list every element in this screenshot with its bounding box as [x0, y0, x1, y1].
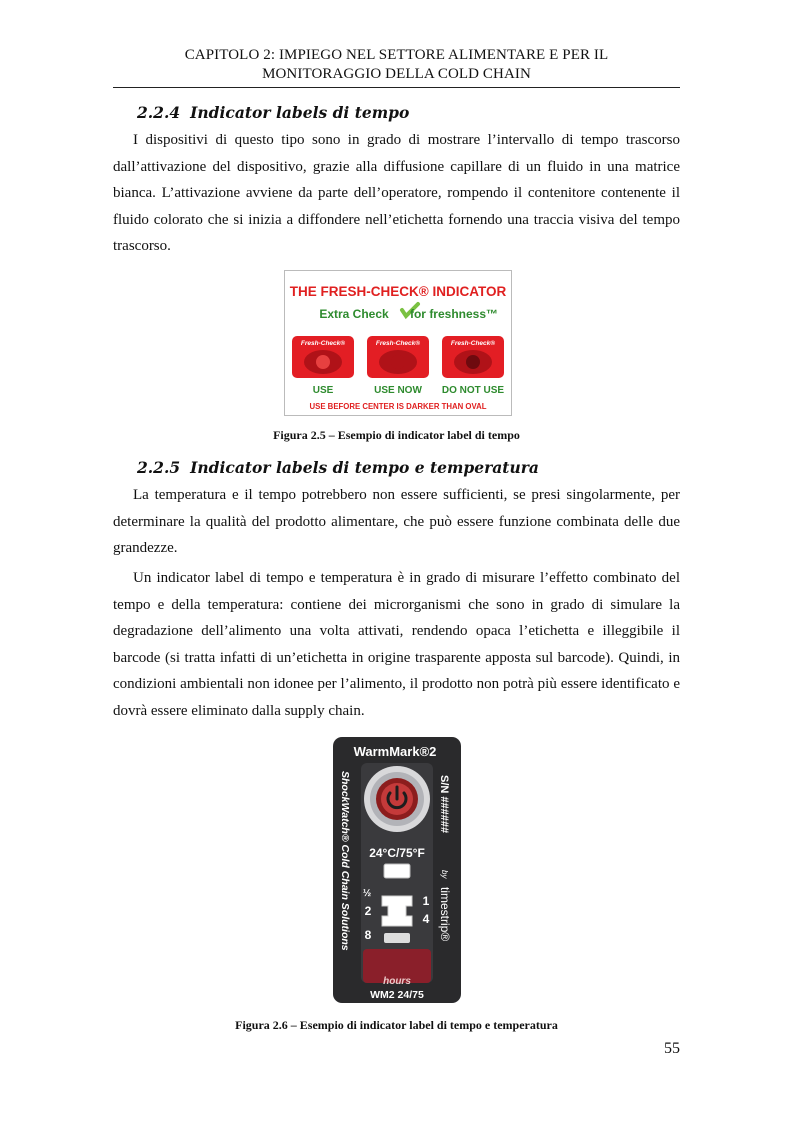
scale-8: 8	[364, 928, 372, 942]
fresh-check-subtitle-right: for freshness™	[409, 307, 499, 321]
running-header	[113, 46, 680, 84]
figure-caption-2-6: Figura 2.6 – Esempio di indicator label di tempo e temperatura	[235, 1018, 558, 1032]
hours-label: hours	[383, 976, 411, 987]
state-label-do-not-use: DO NOT USE	[441, 385, 505, 396]
scale-4: 4	[422, 912, 430, 926]
fresh-check-image	[284, 270, 512, 416]
section-title: Indicator labels di tempo e temperatura	[190, 458, 539, 477]
state-label-use-now: USE NOW	[374, 385, 422, 396]
warmmark-figure	[333, 737, 461, 1003]
scale-1: 1	[422, 894, 430, 908]
header-line-1: CAPITOLO 2: IMPIEGO NEL SETTORE ALIMENTARE E PER IL	[184, 47, 609, 63]
scale-half: ½	[362, 888, 372, 899]
temperature-threshold: 24°C/75°F	[369, 846, 425, 860]
indicator-window-bottom	[384, 933, 410, 943]
section-heading-2-2-5	[137, 458, 539, 477]
header-line-2: MONITORAGGIO DELLA COLD CHAIN	[262, 66, 531, 82]
indicator-tab-use-now	[367, 336, 429, 396]
warmmark-image	[333, 737, 461, 1003]
side-text-left: ShockWatch® Cold Chain Solutions	[339, 771, 351, 951]
indicator-tab-do-not-use	[442, 336, 505, 396]
fresh-check-figure	[284, 270, 512, 416]
fresh-check-subtitle-left: Extra Check	[319, 307, 389, 321]
fresh-check-title: THE FRESH-CHECK® INDICATOR	[289, 284, 507, 299]
tab-brand: Fresh-Check®	[375, 340, 421, 347]
side-text-right: S/N ######	[438, 775, 450, 834]
state-label-use: USE	[312, 385, 334, 396]
section-number: 2.2.4	[137, 103, 181, 122]
section-title: Indicator labels di tempo	[190, 103, 410, 122]
timestrip-logo: timestrip®	[438, 887, 452, 942]
tab-brand: Fresh-Check®	[300, 340, 346, 347]
header-divider	[113, 87, 680, 88]
paragraph-2-2-4: I dispositivi di questo tipo sono in grado di mostrare l’intervallo di tempo trascorso dall’attivazione del dispositivo, grazie alla diffusione capillare di un fluido in una matrice bianca. L’attivazione avviene da parte dell’operatore, rompendo il contenitore contenente il fluido colorato che si inizia a diffondere nell’etichetta fornendo una traccia visiva del tempo trascorso.	[113, 132, 680, 254]
section-number: 2.2.5	[137, 458, 181, 477]
paragraph-2-2-5-a: La temperatura e il tempo potrebbero non essere sufficienti, se presi singolarmente, per determinare la qualità del prodotto alimentare, che può essere funzione combinata delle due grandezze.	[113, 487, 680, 556]
page-number: 55	[664, 1040, 680, 1057]
warmmark-brand: WarmMark®2	[353, 744, 437, 759]
tab-brand: Fresh-Check®	[450, 340, 496, 347]
figure-caption-2-5: Figura 2.5 – Esempio di indicator label di tempo	[273, 428, 520, 442]
by-label: by	[440, 870, 449, 879]
indicator-window-top	[384, 864, 410, 878]
scale-2: 2	[364, 904, 372, 918]
section-heading-2-2-4	[137, 103, 409, 122]
model-code: WM2 24/75	[370, 989, 424, 1001]
paragraph-2-2-5-b: Un indicator label di tempo e temperatura è in grado di misurare l’effetto combinato del tempo e della temperatura: contiene dei microrganismi che sono in grado di simulare la degradazione dell’alimento una volta attivati, rendendo opaca l’etichetta e illeggibile il barcode (si tratta infatti di un’etichetta in origine trasparente apposta sul barcode). Quindi, in condizioni ambientali non idonee per l’alimento, il prodotto non potrà più essere identificato e dovrà essere eliminato dalla supply chain.	[113, 570, 680, 719]
fresh-check-footer: USE BEFORE CENTER IS DARKER THAN OVAL	[309, 402, 487, 411]
